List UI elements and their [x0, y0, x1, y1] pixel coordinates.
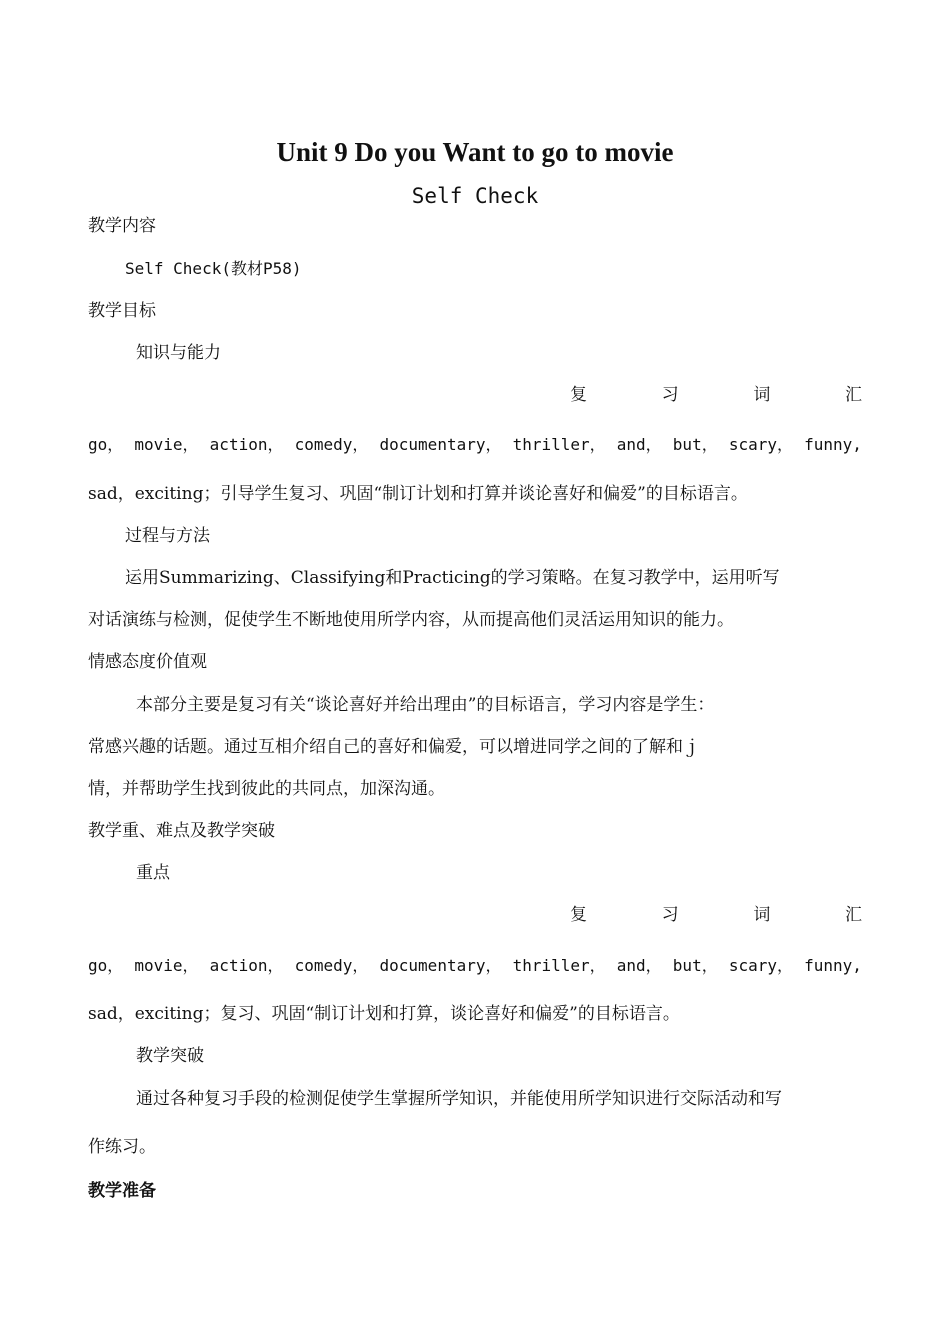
process-heading: 过程与方法 — [125, 526, 210, 546]
vocab-word: funny, — [804, 435, 862, 454]
vocab-word: movie， — [134, 435, 199, 454]
attitude-heading: 情感态度价值观 — [88, 652, 207, 672]
vocab-word: thriller， — [512, 435, 606, 454]
review-char: 汇 — [844, 385, 862, 405]
vocab-word: action， — [209, 435, 284, 454]
vocab-word: go， — [88, 435, 124, 454]
vocab-line — [88, 955, 862, 977]
content-text: Self Check(教材P58) — [125, 259, 302, 278]
content-heading: 教学内容 — [88, 216, 156, 236]
key-point-heading: 重点 — [136, 863, 170, 883]
prep-heading: 教学准备 — [88, 1181, 156, 1201]
attitude-text-line: 本部分主要是复习有关“谈论喜好并给出理由”的目标语言，学习内容是学生： — [136, 695, 715, 715]
document-title: Unit 9 Do you Want to go to movie — [276, 137, 674, 167]
breakthrough-heading: 教学突破 — [136, 1046, 204, 1066]
review-char: 汇 — [844, 905, 862, 925]
review-vocab-heading — [570, 384, 862, 406]
attitude-text-line: 常感兴趣的话题。通过互相介绍自己的喜好和偏爱，可以增进同学之间的了解和ｊ — [88, 737, 700, 757]
vocab-word: action， — [209, 956, 284, 975]
vocab-word: movie， — [134, 956, 199, 975]
knowledge-heading: 知识与能力 — [136, 343, 221, 363]
breakthrough-text-line: 通过各种复习手段的检测促使学生掌握所学知识，并能使用所学知识进行交际活动和写 — [136, 1089, 782, 1109]
vocab-word: funny, — [804, 956, 862, 975]
vocab-word: comedy， — [294, 956, 369, 975]
vocab-line — [88, 434, 862, 456]
review-char: 习 — [661, 385, 679, 405]
vocab-word: documentary， — [379, 956, 502, 975]
key-point-text: sad，exciting；复习、巩固“制订计划和打算，谈论喜好和偏爱”的目标语言。 — [88, 1004, 680, 1024]
vocab-word: but， — [672, 435, 718, 454]
vocab-word: and， — [616, 956, 662, 975]
vocab-word: scary， — [728, 956, 793, 975]
review-char: 词 — [753, 385, 771, 405]
document-subtitle: Self Check — [411, 184, 539, 208]
vocab-word: scary， — [728, 435, 793, 454]
process-text-line: 运用Summarizing、Classifying和Practicing的学习策略。在复习教学中，运用听写 — [125, 568, 780, 588]
key-heading: 教学重、难点及教学突破 — [88, 821, 275, 841]
attitude-text-line: 情，并帮助学生找到彼此的共同点，加深沟通。 — [88, 779, 445, 799]
review-char: 词 — [753, 905, 771, 925]
vocab-word: thriller， — [512, 956, 606, 975]
review-char: 复 — [570, 905, 587, 925]
review-char: 习 — [661, 905, 679, 925]
review-char: 复 — [570, 385, 587, 405]
review-vocab-heading — [570, 904, 862, 926]
vocab-word: and， — [616, 435, 662, 454]
vocab-word: comedy， — [294, 435, 369, 454]
vocab-word: documentary， — [379, 435, 502, 454]
process-text-line: 对话演练与检测，促使学生不断地使用所学内容，从而提高他们灵活运用知识的能力。 — [88, 610, 734, 630]
goals-heading: 教学目标 — [88, 301, 156, 321]
vocab-word: go， — [88, 956, 124, 975]
vocab-word: but， — [672, 956, 718, 975]
knowledge-text: sad，exciting；引导学生复习、巩固“制订计划和打算并谈论喜好和偏爱”的目标语言。 — [88, 484, 748, 504]
breakthrough-text-line: 作练习。 — [88, 1137, 156, 1157]
